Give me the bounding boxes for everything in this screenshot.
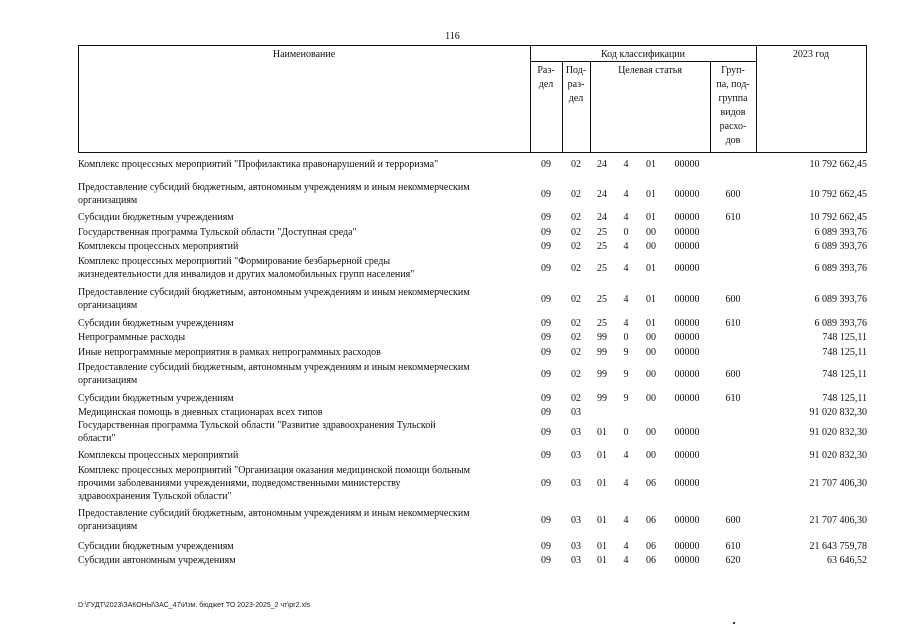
code-pr: 03: [571, 450, 581, 461]
amount-2023: 748 125,11: [822, 393, 867, 404]
header-line: дов: [725, 135, 741, 146]
code-t1: 25: [597, 318, 607, 329]
code-t2: 4: [623, 514, 629, 526]
amount-2023: 10 792 662,45: [809, 159, 867, 170]
code-pr: 02: [571, 293, 581, 305]
table-row: [78, 392, 867, 405]
code-t4: 00000: [674, 426, 700, 438]
code-t1: 01: [597, 450, 607, 461]
row-name: [78, 507, 530, 533]
code-g: 610: [725, 541, 741, 552]
amount-2023: 748 125,11: [822, 332, 867, 343]
code-r: 09: [541, 407, 551, 418]
row-name-line: Субсидии бюджетным учреждениям: [78, 318, 234, 329]
code-t3: 01: [646, 188, 656, 200]
code-t3: 01: [646, 293, 656, 305]
code-r: 09: [541, 426, 551, 438]
code-t3: 01: [646, 159, 656, 170]
amount-2023: 10 792 662,45: [809, 212, 867, 223]
row-name-line: организациям: [78, 375, 138, 386]
code-pr: 02: [571, 318, 581, 329]
code-t2: 0: [623, 332, 629, 343]
row-name: [78, 406, 530, 419]
code-pr: 02: [571, 159, 581, 170]
code-t1: 24: [597, 188, 607, 200]
code-r: 09: [541, 450, 551, 461]
table-row: [78, 554, 867, 567]
row-name-line: Комплекс процессных мероприятий "Организация оказания медицинской помощи больным: [78, 465, 470, 476]
row-name-line: Непрограммные расходы: [78, 332, 186, 343]
amount-2023: 63 646,52: [827, 555, 867, 566]
amount-2023: 91 020 832,30: [809, 450, 867, 461]
code-pr: 03: [571, 514, 581, 526]
row-name-line: Субсидии бюджетным учреждениям: [78, 393, 234, 404]
row-name: [78, 419, 530, 445]
code-t2: 4: [623, 318, 629, 329]
amount-2023: 748 125,11: [822, 347, 867, 358]
code-g: 600: [725, 293, 741, 305]
header-line: видов: [720, 107, 746, 118]
amount-2023: 21 707 406,30: [809, 514, 867, 526]
code-g: 600: [725, 514, 741, 526]
code-t2: 4: [623, 188, 629, 200]
amount-2023: 748 125,11: [822, 368, 867, 380]
group-header: [710, 64, 756, 148]
header-line: дел: [538, 79, 554, 90]
code-t4: 00000: [674, 293, 700, 305]
code-t4: 00000: [674, 212, 700, 223]
table-row: [78, 331, 867, 344]
code-pr: 02: [571, 347, 581, 358]
code-t4: 00000: [674, 555, 700, 566]
row-name-line: Предоставление субсидий бюджетным, автономным учреждениям и иным некоммерческим: [78, 508, 470, 519]
code-t1: 25: [597, 241, 607, 252]
row-name-line: Медицинская помощь в дневных стационарах всех типов: [78, 407, 323, 418]
scan-dot: [733, 622, 735, 624]
header-line: расхо-: [719, 121, 747, 132]
code-g: 610: [725, 212, 741, 223]
code-t3: 00: [646, 241, 656, 252]
header-line: раз-: [567, 79, 585, 90]
row-name: [78, 211, 530, 224]
row-name-line: Комплексы процессных мероприятий: [78, 241, 239, 252]
code-r: 09: [541, 188, 551, 200]
row-name: [78, 158, 530, 171]
code-pr: 02: [571, 368, 581, 380]
row-name-line: организациям: [78, 195, 138, 206]
code-t3: 00: [646, 227, 656, 238]
row-name-line: Предоставление субсидий бюджетным, автономным учреждениям и иным некоммерческим: [78, 287, 470, 298]
table-row: [78, 226, 867, 239]
table-row: [78, 361, 867, 387]
amount-2023: 6 089 393,76: [814, 241, 867, 252]
code-g: 610: [725, 318, 741, 329]
row-name: [78, 346, 530, 359]
code-t3: 06: [646, 478, 656, 489]
header-line: группа: [718, 93, 748, 104]
code-pr: 03: [571, 541, 581, 552]
table-header: [78, 45, 867, 153]
code-t2: 4: [623, 262, 629, 274]
row-name-line: прочими заболеваниями учреждениями, подведомственными министерству: [78, 478, 401, 489]
code-t1: 99: [597, 347, 607, 358]
code-t3: 06: [646, 514, 656, 526]
podrazdel-header: [562, 64, 590, 106]
code-t1: 99: [597, 368, 607, 380]
row-name: [78, 392, 530, 405]
code-t3: 06: [646, 555, 656, 566]
row-name-line: Субсидии бюджетным учреждениям: [78, 541, 234, 552]
code-r: 09: [541, 555, 551, 566]
code-r: 09: [541, 262, 551, 274]
column-name-header: Наименование: [272, 49, 336, 60]
code-t3: 00: [646, 347, 656, 358]
code-t3: 01: [646, 262, 656, 274]
code-t3: 01: [646, 212, 656, 223]
code-t3: 01: [646, 318, 656, 329]
code-t2: 4: [623, 241, 629, 252]
code-t4: 00000: [674, 478, 700, 489]
code-g: 600: [725, 188, 741, 200]
amount-2023: 6 089 393,76: [814, 318, 867, 329]
code-pr: 02: [571, 393, 581, 404]
code-t4: 00000: [674, 227, 700, 238]
code-r: 09: [541, 241, 551, 252]
file-path-footer: D:\ГУДТ\2023\ЗАКОНЫ\ЗАС_47\Изм. бюджет ТО 2023-2025_2 чт\рг2.xls: [78, 602, 311, 609]
code-t2: 4: [623, 159, 629, 170]
code-t2: 4: [623, 541, 629, 552]
amount-2023: 10 792 662,45: [809, 188, 867, 200]
table-row: [78, 240, 867, 253]
row-name-line: Комплексы процессных мероприятий: [78, 450, 239, 461]
amount-2023: 21 707 406,30: [809, 478, 867, 489]
code-t1: 25: [597, 293, 607, 305]
code-r: 09: [541, 159, 551, 170]
code-t4: 00000: [674, 159, 700, 170]
row-name-line: области": [78, 433, 116, 444]
code-t1: 24: [597, 212, 607, 223]
code-r: 09: [541, 293, 551, 305]
code-t4: 00000: [674, 450, 700, 461]
code-t2: 9: [623, 368, 629, 380]
code-t1: 01: [597, 555, 607, 566]
code-t2: 0: [623, 426, 629, 438]
code-pr: 02: [571, 227, 581, 238]
code-t2: 9: [623, 393, 629, 404]
row-name: [78, 361, 530, 387]
table-row: [78, 464, 867, 503]
amount-2023: 6 089 393,76: [814, 262, 867, 274]
code-pr: 02: [571, 188, 581, 200]
code-pr: 02: [571, 212, 581, 223]
header-line: Груп-: [721, 65, 745, 76]
code-g: 600: [725, 368, 741, 380]
row-name: [78, 464, 530, 503]
table-row: [78, 211, 867, 224]
row-name: [78, 449, 530, 462]
code-pr: 02: [571, 262, 581, 274]
row-name-line: Субсидии бюджетным учреждениям: [78, 212, 234, 223]
table-row: [78, 540, 867, 553]
classification-header: Код классификации: [600, 49, 686, 60]
header-line: па, под-: [716, 79, 750, 90]
code-t4: 00000: [674, 541, 700, 552]
header-line: дел: [568, 93, 584, 104]
code-pr: 03: [571, 555, 581, 566]
table-row: [78, 406, 867, 419]
table-row: [78, 286, 867, 312]
amount-2023: 21 643 759,78: [809, 541, 867, 552]
row-name: [78, 286, 530, 312]
code-r: 09: [541, 541, 551, 552]
code-r: 09: [541, 368, 551, 380]
header-line: Под-: [565, 65, 587, 76]
code-r: 09: [541, 478, 551, 489]
code-t1: 99: [597, 332, 607, 343]
code-t2: 4: [623, 450, 629, 461]
code-t1: 99: [597, 393, 607, 404]
code-r: 09: [541, 514, 551, 526]
code-t4: 00000: [674, 188, 700, 200]
page-number: 116: [445, 31, 460, 42]
code-pr: 03: [571, 407, 581, 418]
table-row: [78, 255, 867, 281]
table-row: [78, 449, 867, 462]
code-r: 09: [541, 332, 551, 343]
code-t2: 4: [623, 293, 629, 305]
razdel-header: [530, 64, 562, 92]
row-name: [78, 181, 530, 207]
code-t2: 9: [623, 347, 629, 358]
row-name-line: Иные непрограммные мероприятия в рамках непрограммных расходов: [78, 347, 381, 358]
code-t3: 00: [646, 332, 656, 343]
code-t1: 25: [597, 262, 607, 274]
code-t1: 01: [597, 541, 607, 552]
row-name-line: здравоохранения Тульской области": [78, 491, 232, 502]
header-line: Раз-: [537, 65, 555, 76]
table-row: [78, 181, 867, 207]
amount-2023: 91 020 832,30: [809, 407, 867, 418]
year-header: 2023 год: [792, 49, 830, 60]
code-t4: 00000: [674, 332, 700, 343]
code-t2: 0: [623, 227, 629, 238]
table-row: [78, 507, 867, 533]
target-article-header: Целевая статья: [618, 65, 682, 76]
code-pr: 02: [571, 241, 581, 252]
code-r: 09: [541, 393, 551, 404]
code-g: 610: [725, 393, 741, 404]
row-name: [78, 226, 530, 239]
row-name: [78, 554, 530, 567]
code-pr: 03: [571, 426, 581, 438]
code-t4: 00000: [674, 318, 700, 329]
row-name: [78, 255, 530, 281]
row-name: [78, 240, 530, 253]
code-t2: 4: [623, 555, 629, 566]
code-g: 620: [725, 555, 741, 566]
row-name-line: Предоставление субсидий бюджетным, автономным учреждениям и иным некоммерческим: [78, 182, 470, 193]
code-t3: 00: [646, 368, 656, 380]
code-t4: 00000: [674, 347, 700, 358]
code-pr: 03: [571, 478, 581, 489]
row-name-line: Предоставление субсидий бюджетным, автономным учреждениям и иным некоммерческим: [78, 362, 470, 373]
code-pr: 02: [571, 332, 581, 343]
code-t4: 00000: [674, 368, 700, 380]
code-r: 09: [541, 318, 551, 329]
table-row: [78, 346, 867, 359]
table-row: [78, 158, 867, 171]
code-t3: 00: [646, 393, 656, 404]
row-name-line: Субсидии автономным учреждениям: [78, 555, 236, 566]
amount-2023: 6 089 393,76: [814, 293, 867, 305]
code-t2: 4: [623, 478, 629, 489]
row-name-line: Комплекс процессных мероприятий "Формирование безбарьерной среды: [78, 256, 391, 267]
code-r: 09: [541, 347, 551, 358]
row-name-line: Комплекс процессных мероприятий "Профилактика правонарушений и терроризма": [78, 159, 439, 170]
code-t1: 01: [597, 478, 607, 489]
code-t4: 00000: [674, 262, 700, 274]
code-t3: 00: [646, 426, 656, 438]
row-name-line: Государственная программа Тульской области "Развитие здравоохранения Тульской: [78, 420, 436, 431]
code-t4: 00000: [674, 241, 700, 252]
code-r: 09: [541, 212, 551, 223]
table-row: [78, 317, 867, 330]
code-t1: 25: [597, 227, 607, 238]
code-r: 09: [541, 227, 551, 238]
header-border-right: [866, 46, 867, 152]
amount-2023: 6 089 393,76: [814, 227, 867, 238]
code-t2: 4: [623, 212, 629, 223]
table-row: [78, 419, 867, 445]
code-t4: 00000: [674, 514, 700, 526]
row-name: [78, 540, 530, 553]
row-name: [78, 317, 530, 330]
row-name-line: организациям: [78, 300, 138, 311]
row-name-line: Государственная программа Тульской области "Доступная среда": [78, 227, 357, 238]
row-name-line: жизнедеятельности для инвалидов и других маломобильных групп населения": [78, 269, 415, 280]
code-t1: 24: [597, 159, 607, 170]
code-t1: 01: [597, 426, 607, 438]
code-t3: 00: [646, 450, 656, 461]
row-name: [78, 331, 530, 344]
amount-2023: 91 020 832,30: [809, 426, 867, 438]
code-t3: 06: [646, 541, 656, 552]
code-t1: 01: [597, 514, 607, 526]
code-t4: 00000: [674, 393, 700, 404]
row-name-line: организациям: [78, 521, 138, 532]
